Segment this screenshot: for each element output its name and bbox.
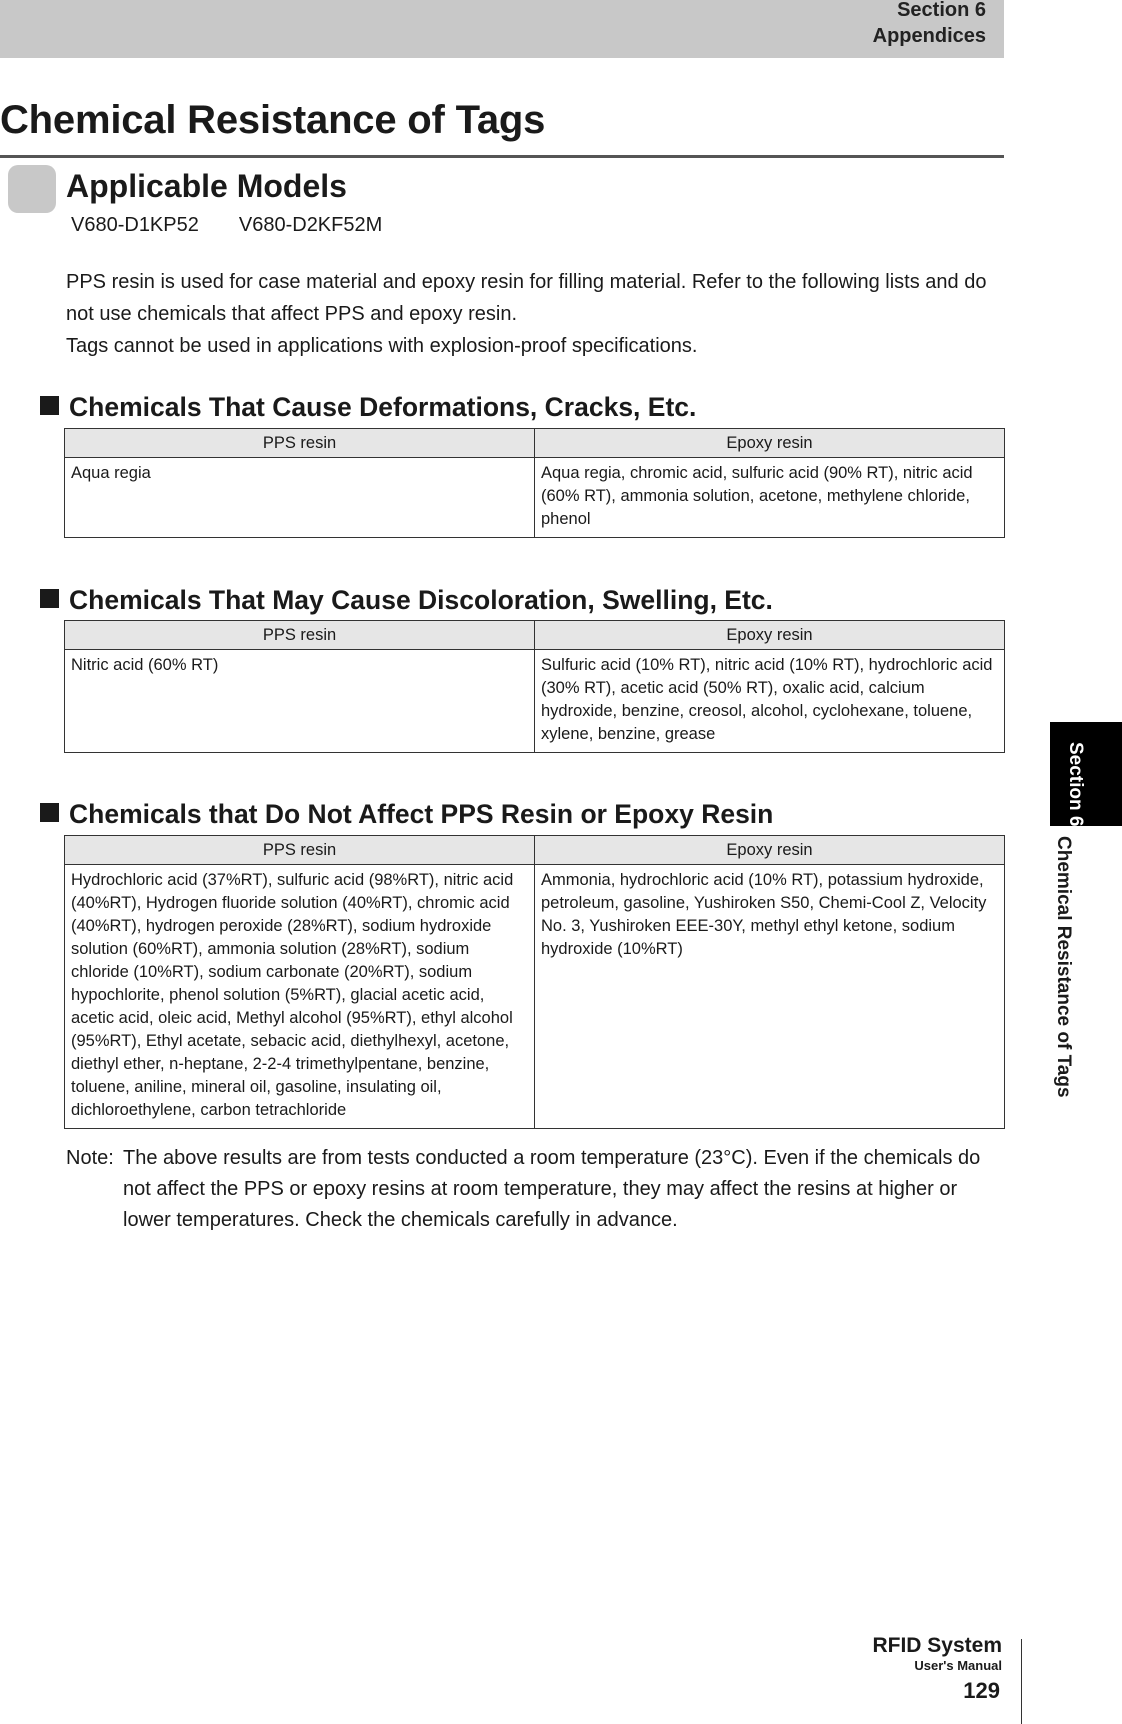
cell-pps: Aqua regia bbox=[65, 458, 535, 538]
section-heading-text: Chemicals That May Cause Discoloration, Swelling, Etc. bbox=[69, 585, 773, 615]
table-discoloration bbox=[64, 620, 1005, 753]
column-header-pps: PPS resin bbox=[65, 429, 535, 458]
header-section-label bbox=[873, 0, 986, 49]
applicable-models-heading: Applicable Models bbox=[66, 168, 347, 204]
table-header-row bbox=[65, 621, 1005, 650]
bullet-square-icon bbox=[40, 396, 59, 415]
side-tab-title: Chemical Resistance of Tags bbox=[1053, 836, 1074, 1098]
title-divider bbox=[0, 155, 1004, 158]
cell-epoxy: Sulfuric acid (10% RT), nitric acid (10% RT), hydrochloric acid (30% RT), acetic acid (50% RT), oxalic acid, calcium hydroxide, benzine, creosol, alcohol, cyclohexane, toluene, xylene, benzine, grease bbox=[535, 650, 1005, 753]
heading-marker-icon bbox=[8, 165, 56, 213]
footer-divider bbox=[1021, 1639, 1022, 1724]
cell-epoxy: Aqua regia, chromic acid, sulfuric acid (90% RT), nitric acid (60% RT), ammonia solution, acetone, methylene chloride, phenol bbox=[535, 458, 1005, 538]
section-heading-discoloration bbox=[40, 585, 773, 616]
column-header-pps: PPS resin bbox=[65, 621, 535, 650]
model-item: V680-D1KP52 bbox=[71, 214, 199, 236]
note-text: The above results are from tests conducted a room temperature (23°C). Even if the chemicals do not affect the PPS or epoxy resins at room temperature, they may affect the resins at higher or lower temperatures. Check the chemicals carefully in advance. bbox=[123, 1147, 981, 1231]
intro-text bbox=[66, 266, 1004, 362]
intro-paragraph: PPS resin is used for case material and epoxy resin for filling material. Refer to the following lists and do not use chemicals that affect PPS and epoxy resin. bbox=[66, 271, 987, 325]
side-tab-section: Section 6 bbox=[1065, 742, 1086, 827]
intro-paragraph: Tags cannot be used in applications with explosion-proof specifications. bbox=[66, 335, 698, 357]
section-heading-text: Chemicals That Cause Deformations, Cracks, Etc. bbox=[69, 392, 697, 422]
column-header-pps: PPS resin bbox=[65, 836, 535, 865]
bullet-square-icon bbox=[40, 803, 59, 822]
cell-pps: Nitric acid (60% RT) bbox=[65, 650, 535, 753]
footer-subtitle: User's Manual bbox=[914, 1658, 1002, 1673]
section-heading-no-effect bbox=[40, 799, 773, 830]
page-title: Chemical Resistance of Tags bbox=[0, 98, 546, 142]
footer-title: RFID System bbox=[872, 1634, 1002, 1657]
table-header-row bbox=[65, 836, 1005, 865]
table-row bbox=[65, 865, 1005, 1129]
header-band bbox=[0, 0, 1004, 58]
note-label: Note: bbox=[66, 1147, 114, 1169]
cell-pps: Hydrochloric acid (37%RT), sulfuric acid (98%RT), nitric acid (40%RT), Hydrogen fluoride solution (40%RT), chromic acid (40%RT), hydrogen peroxide (28%RT), sodium hydroxide solution (60%RT), ammonia solution (28%RT), sodium chloride (10%RT), sodium carbonate (20%RT), sodium hypochlorite, phenol solution (5%RT), glacial acetic acid, acetic acid, oleic acid, Methyl alcohol (95%RT), ethyl alcohol (95%RT), Ethyl acetate, sebacic acid, diethylhexyl, acetone, diethyl ether, n-heptane, 2-2-4 trimethylpentane, benzine, toluene, aniline, mineral oil, gasoline, insulating oil, dichloroethylene, carbon tetrachloride bbox=[65, 865, 535, 1129]
column-header-epoxy: Epoxy resin bbox=[535, 429, 1005, 458]
header-chapter: Appendices bbox=[872, 25, 986, 47]
header-section: Section 6 bbox=[897, 0, 986, 21]
table-header-row bbox=[65, 429, 1005, 458]
model-list bbox=[71, 214, 422, 237]
column-header-epoxy: Epoxy resin bbox=[535, 836, 1005, 865]
table-no-effect bbox=[64, 835, 1005, 1129]
cell-epoxy: Ammonia, hydrochloric acid (10% RT), potassium hydroxide, petroleum, gasoline, Yushiroken S50, Chemi-Cool Z, Velocity No. 3, Yushiroken EEE-30Y, methyl ethyl ketone, sodium hydroxide (10%RT) bbox=[535, 865, 1005, 1129]
model-item: V680-D2KF52M bbox=[238, 214, 383, 236]
table-row bbox=[65, 650, 1005, 753]
bullet-square-icon bbox=[40, 589, 59, 608]
table-row bbox=[65, 458, 1005, 538]
section-heading-text: Chemicals that Do Not Affect PPS Resin or Epoxy Resin bbox=[69, 799, 774, 829]
section-heading-deformations bbox=[40, 392, 696, 423]
page-number: 129 bbox=[963, 1678, 1000, 1703]
note bbox=[66, 1143, 1004, 1236]
side-tab bbox=[1050, 722, 1122, 826]
table-deformations bbox=[64, 428, 1005, 538]
footer bbox=[872, 1634, 1002, 1708]
column-header-epoxy: Epoxy resin bbox=[535, 621, 1005, 650]
